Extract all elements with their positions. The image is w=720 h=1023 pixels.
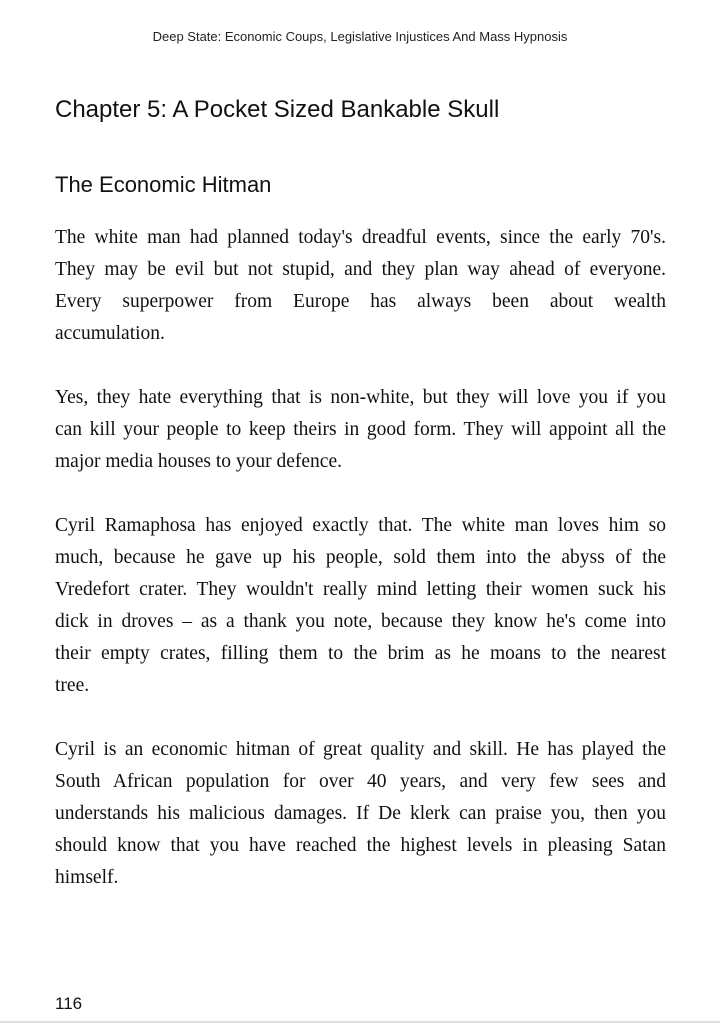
page-number: 116 (55, 994, 83, 1013)
section-title: The Economic Hitman (55, 172, 272, 197)
paragraph (55, 510, 666, 702)
text-line: accumulation. (55, 323, 165, 344)
paragraph (55, 222, 666, 350)
text-line: tree. (55, 675, 90, 696)
text-line: Cyril is an economic hitman of great quality and skill. He has played the (55, 739, 666, 760)
text-line: Every superpower from Europe has always been about wealth (55, 291, 666, 312)
text-line: dick in droves – as a thank you note, because they know he's come into (55, 611, 666, 632)
text-line: Vredefort crater. They wouldn't really mind letting their women suck his (55, 579, 666, 600)
text-line: South African population for over 40 years, and very few sees and (55, 771, 666, 792)
paragraph (55, 382, 666, 478)
text-line: The white man had planned today's dreadful events, since the early 70's. (55, 227, 666, 248)
text-line: understands his malicious damages. If De klerk can praise you, then you (55, 803, 666, 824)
text-line: himself. (55, 867, 119, 888)
chapter-title: Chapter 5: A Pocket Sized Bankable Skull (55, 96, 500, 123)
text-line: their empty crates, filling them to the brim as he moans to the nearest (55, 643, 666, 664)
text-line: Yes, they hate everything that is non-white, but they will love you if you (55, 387, 666, 408)
body-text (55, 222, 666, 926)
text-line: Cyril Ramaphosa has enjoyed exactly that. The white man loves him so (55, 515, 666, 536)
text-line: can kill your people to keep theirs in good form. They will appoint all the (55, 419, 666, 440)
text-line: much, because he gave up his people, sold them into the abyss of the (55, 547, 666, 568)
text-line: should know that you have reached the highest levels in pleasing Satan (55, 835, 666, 856)
text-line: They may be evil but not stupid, and they plan way ahead of everyone. (55, 259, 666, 280)
text-line: major media houses to your defence. (55, 451, 342, 472)
running-header: Deep State: Economic Coups, Legislative Injustices And Mass Hypnosis (152, 29, 568, 44)
paragraph (55, 734, 666, 894)
